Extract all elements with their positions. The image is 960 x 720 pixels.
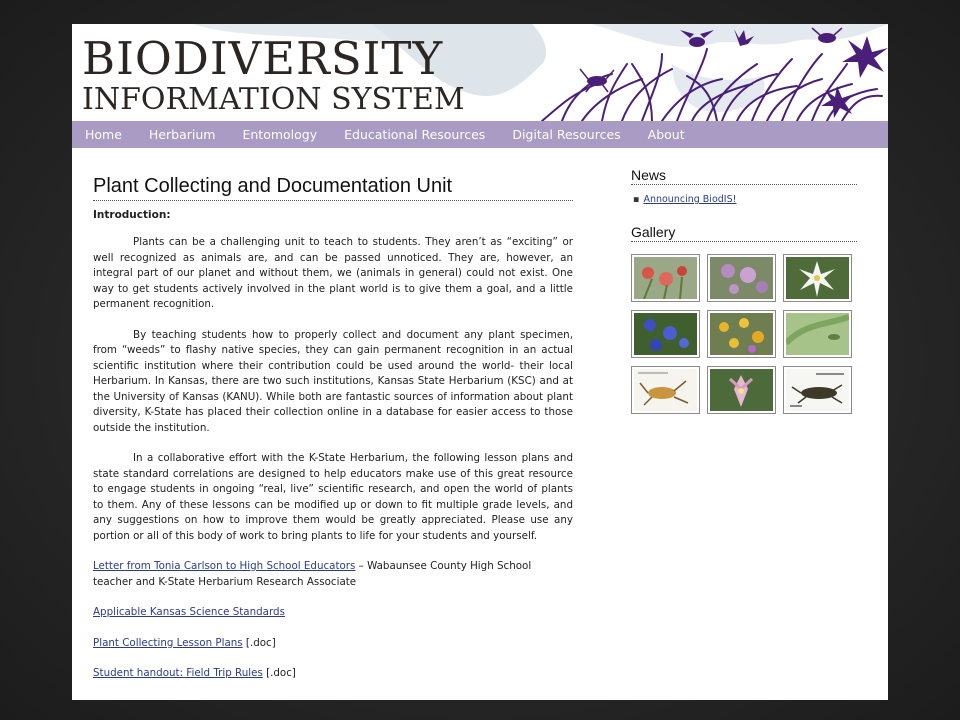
site-title-line2: INFORMATION SYSTEM xyxy=(82,82,465,117)
bullet-icon: ▪ xyxy=(633,194,640,205)
nav-entomology[interactable]: Entomology xyxy=(242,127,318,142)
sidebar xyxy=(631,167,857,414)
resource-item xyxy=(93,559,573,590)
resource-item xyxy=(93,636,573,652)
page-title: Plant Collecting and Documentation Unit xyxy=(93,174,573,201)
blue-flowers-thumbnail[interactable] xyxy=(631,310,700,358)
purple-thistle-thumbnail[interactable] xyxy=(707,254,776,302)
letter-link-suffix: – Wabaunsee County High School teacher and K-State Herbarium Research Associate xyxy=(93,560,532,588)
news-link-announcing-biodis[interactable]: Announcing BiodIS! xyxy=(643,194,737,205)
lesson-plans-suffix: [.doc] xyxy=(242,636,276,649)
leaf-insect-thumbnail[interactable] xyxy=(783,310,852,358)
field-trip-rules-link[interactable]: Student handout: Field Trip Rules xyxy=(93,667,263,679)
plants-and-insects-illustration xyxy=(502,24,888,121)
resource-item xyxy=(93,605,573,621)
gallery-heading: Gallery xyxy=(631,224,857,242)
nav-digital-resources[interactable]: Digital Resources xyxy=(512,127,621,142)
paragraph-1: Plants can be a challenging unit to teach to students. They aren’t as “exciting” or well recognized as animals are, and can be passed unnoticed. They are, however, an integral part of our planet and without them, we (animals in general) could not exist. One way to get students actively involved in the plant world is to give them a goal, and a little permanent recognition. xyxy=(93,236,573,310)
introduction-label: Introduction: xyxy=(93,209,171,221)
nav-home[interactable]: Home xyxy=(85,127,122,142)
site-banner xyxy=(72,24,888,121)
white-star-flower-thumbnail[interactable] xyxy=(783,254,852,302)
nav-about[interactable]: About xyxy=(647,127,685,142)
web-page xyxy=(72,24,888,700)
site-title-line1: BIODIVERSITY xyxy=(82,32,444,85)
insect-illustration-thumbnail[interactable] xyxy=(631,366,700,414)
letter-link[interactable]: Letter from Tonia Carlson to High School Educators xyxy=(93,560,356,572)
field-trip-rules-suffix: [.doc] xyxy=(262,667,296,679)
standards-link[interactable]: Applicable Kansas Science Standards xyxy=(93,606,285,618)
main-content xyxy=(93,174,573,682)
paragraph-3: In a collaborative effort with the K-State Herbarium, the following lesson plans and state standard correlations are designed to help educators make use of this great resource to engage students in ongoing “real, live” scientific research, and open the world of plants to them. Any of these lessons can be modified up or down to fit multiple grade levels, and any suggestions on how to improve them would be greatly appreciated. Please use any portion or all of this body of work to bring plants to life for your students and yourself. xyxy=(93,452,573,542)
main-nav xyxy=(72,121,888,148)
yellow-flowers-thumbnail[interactable] xyxy=(707,310,776,358)
nav-educational-resources[interactable]: Educational Resources xyxy=(344,127,486,142)
red-flowers-thumbnail[interactable] xyxy=(631,254,700,302)
news-item xyxy=(633,194,857,205)
lesson-plans-link[interactable]: Plant Collecting Lesson Plans xyxy=(93,636,243,649)
pink-columbine-thumbnail[interactable] xyxy=(707,366,776,414)
nav-herbarium[interactable]: Herbarium xyxy=(148,127,216,142)
resource-item xyxy=(93,666,573,682)
paragraph-2: By teaching students how to properly collect and document any plant specimen, from “weeds” to flashy native species, they can gain permanent recognition in an actual scientific institution where their contribution could be used around the world- their local Herbarium. In Kansas, there are two such institutions, Kansas State Herbarium (KSC) and at the University of Kansas (KANU). While both are fantastic sources of information about plant diversity, K-State has placed their collection online in a database for easier access to those outside the institution. xyxy=(93,328,573,434)
gallery-grid xyxy=(631,254,857,414)
news-heading: News xyxy=(631,167,857,185)
beetle-specimen-thumbnail[interactable] xyxy=(783,366,852,414)
